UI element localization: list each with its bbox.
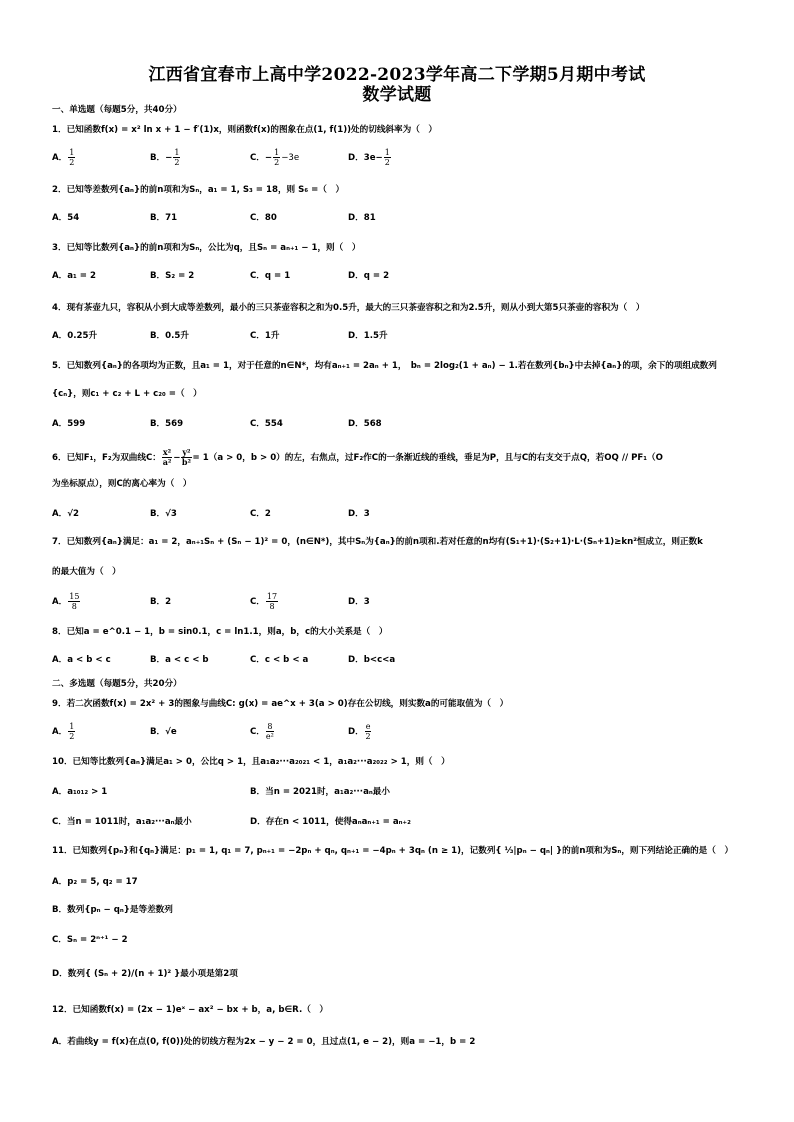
- q4-option-b: B．0.5升: [150, 331, 189, 341]
- question-3: 3．已知等比数列{aₙ}的前n项和为Sₙ，公比为q，且Sₙ = aₙ₊₁ − 1，则（ ）: [52, 243, 361, 253]
- q10-option-c: C．当n = 1011时，a₁a₂···aₙ最小: [52, 817, 192, 827]
- q2-option-b: B．71: [150, 213, 178, 223]
- q3-option-d: D．q = 2: [348, 271, 390, 281]
- q11-option-a: A．p₂ = 5, q₂ = 17: [52, 877, 138, 887]
- q5-option-d: D．568: [348, 419, 382, 429]
- q5-option-b: B．569: [150, 419, 184, 429]
- q7-option-c: C． $\frac{17}{8}$: [250, 592, 278, 611]
- q10-option-b: B．当n = 2021时，a₁a₂···aₙ最小: [250, 787, 390, 797]
- q3-option-a: A．a₁ = 2: [52, 271, 96, 281]
- q8-option-b: B．a < c < b: [150, 655, 209, 665]
- q11-option-b: B．数列{pₙ − qₙ}是等差数列: [52, 905, 173, 915]
- question-7-line-1: 7．已知数列{aₙ}满足：a₁ = 2，aₙ₊₁Sₙ + (Sₙ − 1)² = 0，(n∈N*)，其中Sₙ为{aₙ}的前n项和.若对任意的n均有(S₁+1)·(S₂+1)·L·(Sₙ+1)≥kn²恒成立，则正数k: [52, 537, 703, 547]
- q2-option-c: C．80: [250, 213, 277, 223]
- q6-option-a: A．√2: [52, 509, 79, 519]
- q2-option-d: D．81: [348, 213, 376, 223]
- question-9: 9．若二次函数f(x) = 2x² + 3的图象与曲线C: g(x) = ae^x + 3(a > 0)存在公切线，则实数a的可能取值为（ ）: [52, 699, 509, 709]
- q7-option-a: A． $\frac{15}{8}$: [52, 592, 80, 611]
- question-8: 8．已知a = e^0.1 − 1，b = sin0.1，c = ln1.1，则a，b，c的大小关系是（ ）: [52, 627, 388, 637]
- q8-option-a: A．a < b < c: [52, 655, 111, 665]
- question-5-line-1: 5．已知数列{aₙ}的各项均为正数，且a₁ = 1，对于任意的n∈N*，均有aₙ₊₁ = 2aₙ + 1， bₙ = 2log₂(1 + aₙ) − 1.若在数列{bₙ}中去掉{aₙ}的项，余下的项组成数列: [52, 361, 717, 371]
- q11-option-c: C．Sₙ = 2ⁿ⁺¹ − 2: [52, 935, 128, 945]
- q10-option-d: D．存在n < 1011，使得aₙaₙ₊₁ = aₙ₊₂: [250, 817, 411, 827]
- section-multiple-choice: 二、多选题（每题5分，共20分）: [52, 679, 182, 689]
- q4-option-d: D．1.5升: [348, 331, 388, 341]
- q1-option-a: A． $\frac{1}{2}$: [52, 148, 75, 167]
- question-1: 1．已知函数f(x) = x² ln x + 1 − f′(1)x，则函数f(x)的图象在点(1, f(1))处的切线斜率为（ ）: [52, 125, 437, 135]
- question-6-line-1: 6．已知F₁，F₂为双曲线C： $\frac{\text{x²}}{\text{a²}}$ − $\frac{\text{y²}}{\text{b²}}$ = 1（a > 0，b > 0）的左，右焦点，过F₂作C的一条渐近线的垂线，垂足为P，且与C的右支交于点Q，若OQ // PF₁（O: [52, 447, 663, 467]
- q1-option-b: B．− $\frac{1}{2}$: [150, 148, 180, 167]
- exam-title: 江西省宜春市上高中学2022-2023学年高二下学期5月期中考试: [148, 65, 646, 85]
- q9-option-c: C． $\frac{8}{\text{e²}}$: [250, 722, 274, 741]
- q2-option-a: A．54: [52, 213, 80, 223]
- question-10: 10．已知等比数列{aₙ}满足a₁ > 0，公比q > 1，且a₁a₂···a₂₀₂₁ < 1，a₁a₂···a₂₀₂₂ > 1，则（ ）: [52, 757, 450, 767]
- q8-option-c: C．c < b < a: [250, 655, 309, 665]
- q5-option-a: A．599: [52, 419, 86, 429]
- q4-option-a: A．0.25升: [52, 331, 98, 341]
- question-6-line-2: 为坐标原点），则C的离心率为（ ）: [52, 479, 192, 489]
- q7-option-d: D．3: [348, 597, 370, 607]
- q6-option-d: D．3: [348, 509, 370, 519]
- q6-option-c: C．2: [250, 509, 271, 519]
- q1-option-c: C．− $\frac{1}{2}$ −3e: [250, 148, 300, 167]
- question-7-line-2: 的最大值为（ ）: [52, 567, 121, 577]
- q8-option-d: D．b<c<a: [348, 655, 396, 665]
- question-2: 2．已知等差数列{aₙ}的前n项和为Sₙ，a₁ = 1, S₃ = 18，则 S₆ =（ ）: [52, 185, 345, 195]
- q12-option-a: A．若曲线y = f(x)在点(0, f(0))处的切线方程为2x − y − 2 = 0，且过点(1, e − 2)，则a = −1，b = 2: [52, 1037, 476, 1047]
- q1-option-d: D．3e− $\frac{1}{2}$: [348, 148, 390, 167]
- q5-option-c: C．554: [250, 419, 283, 429]
- exam-subtitle: 数学试题: [362, 85, 432, 105]
- q9-option-a: A． $\frac{1}{2}$: [52, 722, 75, 741]
- q10-option-a: A．a₁₀₁₂ > 1: [52, 787, 108, 797]
- q4-option-c: C．1升: [250, 331, 280, 341]
- q9-option-b: B．√e: [150, 727, 177, 737]
- question-5-line-2: {cₙ}，则c₁ + c₂ + L + c₂₀ =（ ）: [52, 389, 202, 399]
- q7-option-b: B．2: [150, 597, 172, 607]
- section-single-choice: 一、单选题（每题5分，共40分）: [52, 105, 182, 115]
- question-12: 12．已知函数f(x) = (2x − 1)eˣ − ax² − bx + b，a, b∈R.（ ）: [52, 1005, 328, 1015]
- q3-option-c: C．q = 1: [250, 271, 291, 281]
- q6-option-b: B．√3: [150, 509, 177, 519]
- q3-option-b: B．S₂ = 2: [150, 271, 195, 281]
- q9-option-d: D． $\frac{e}{2}$: [348, 722, 371, 741]
- q11-option-d: D．数列{ (Sₙ + 2)/(n + 1)² }最小项是第2项: [52, 969, 238, 979]
- question-4: 4．现有茶壶九只，容积从小到大成等差数列，最小的三只茶壶容积之和为0.5升，最大的三只茶壶容积之和为2.5升，则从小到大第5只茶壶的容积为（ ）: [52, 303, 645, 313]
- question-11: 11．已知数列{pₙ}和{qₙ}满足：p₁ = 1, q₁ = 7, pₙ₊₁ = −2pₙ + qₙ, qₙ₊₁ = −4pₙ + 3qₙ (n ≥ 1)，记数列{ ⅓|pₙ − qₙ| }的前n项和为Sₙ，则下列结论正确的是（ ）: [52, 846, 734, 856]
